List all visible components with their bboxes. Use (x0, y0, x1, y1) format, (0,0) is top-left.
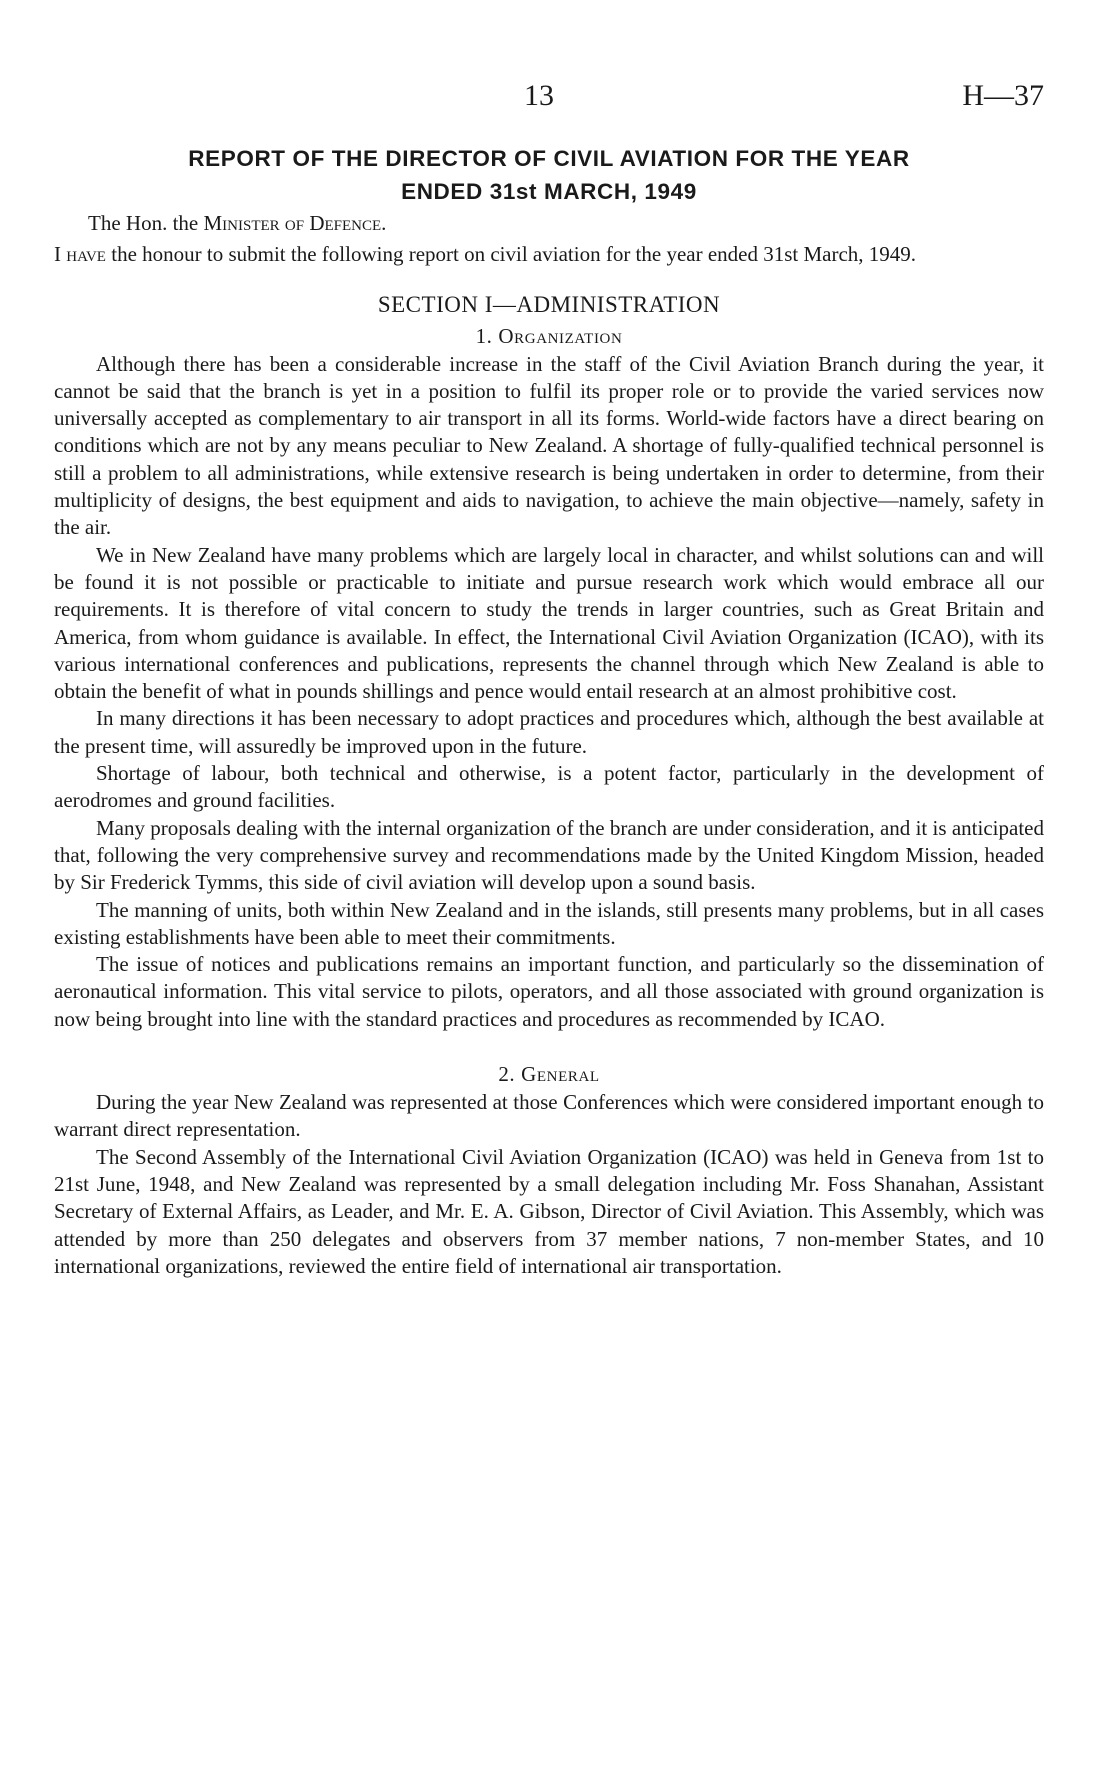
report-reference: H—37 (962, 79, 1044, 112)
subsection-title: Organization (498, 323, 623, 348)
subsection-heading-general (54, 1059, 1044, 1089)
subsection-number: 2. (498, 1062, 522, 1087)
body-paragraph: In many directions it has been necessary to adopt practices and procedures which, although the best available at the present time, will assuredly be improved upon in the future. (54, 706, 1044, 758)
addressee-office: Minister of Defence. (203, 211, 387, 235)
body-paragraph: During the year New Zealand was represented at those Conferences which were considered important enough to warrant direct representation. (54, 1090, 1044, 1142)
body-paragraph: The Second Assembly of the International Civil Aviation Organization (ICAO) was held in Geneva from 1st to 21st June, 1948, and New Zealand was represented by a small delegation including Mr. Foss Shanahan, Assistant Secretary of External Affairs, as Leader, and Mr. E. A. Gibson, Director of Civil Aviation. This Assembly, which was attended by more than 250 delegates and observers from 37 member nations, 7 non-member States, and 10 international organizations, reviewed the entire field of international air transportation. (54, 1144, 1044, 1278)
body-paragraph: The manning of units, both within New Zealand and in the islands, still presents many problems, but in all cases existing establishments have been able to meet their commitments. (54, 897, 1044, 949)
addressee-prefix: The Hon. the (88, 211, 204, 235)
body-paragraph: Many proposals dealing with the internal organization of the branch are under consideration, and it is anticipated that, following the very comprehensive survey and recommendations made by the United Kingdom Mission, headed by Sir Frederick Tymms, this side of civil aviation will develop upon a sound basis. (54, 815, 1044, 895)
report-title-line-2: ENDED 31st MARCH, 1949 (401, 179, 697, 204)
report-title (54, 142, 1044, 208)
report-title-line-1: REPORT OF THE DIRECTOR OF CIVIL AVIATION FOR THE YEAR (188, 146, 910, 171)
opening-paragraph (54, 241, 1044, 268)
subsection-heading-organization (54, 321, 1044, 351)
opening-text: the honour to submit the following report on civil aviation for the year ended 31st March, 1949. (105, 242, 917, 267)
section-title: SECTION I—ADMINISTRATION (377, 291, 721, 317)
body-paragraph: Although there has been a considerable increase in the staff of the Civil Aviation Branch during the year, it cannot be said that the branch is yet in a position to fulfil its proper role or to provide the varied services now universally accepted as complementary to air transport in all its forms. World-wide factors have a direct bearing on conditions which are not by any means peculiar to New Zealand. A shortage of fully-qualified technical personnel is still a problem to all administrations, while extensive research is being undertaken in order to determine, from their multiplicity of designs, the best equipment and aids to navigation, to achieve the main objective—namely, safety in the air. (54, 351, 1044, 540)
page-number: 13 (524, 79, 554, 112)
opening-lead: I have (54, 242, 106, 267)
body-paragraph: The issue of notices and publications remains an important function, and particularly so the dissemination of aeronautical information. This vital service to pilots, operators, and all those associated with ground organization is now being brought into line with the standard practices and procedures as recommended by ICAO. (54, 952, 1044, 1031)
subsection-title: General (521, 1062, 600, 1087)
subsection-number: 1. (475, 323, 499, 348)
addressee (54, 210, 1044, 237)
body-paragraph: Shortage of labour, both technical and otherwise, is a potent factor, particularly in the development of aerodromes and ground facilities. (54, 761, 1044, 813)
body-paragraph: We in New Zealand have many problems which are largely local in character, and whilst solutions can and will be found it is not possible or practicable to initiate and pursue research work which would embrace all our requirements. It is therefore of vital concern to study the trends in larger countries, such as Great Britain and America, from whom guidance is available. In effect, the International Civil Aviation Organization (ICAO), with its various international conferences and publications, represents the channel through which New Zealand is able to obtain the benefit of what in pounds shillings and pence would entail research at an almost prohibitive cost. (54, 542, 1044, 704)
page-header (54, 78, 1044, 122)
